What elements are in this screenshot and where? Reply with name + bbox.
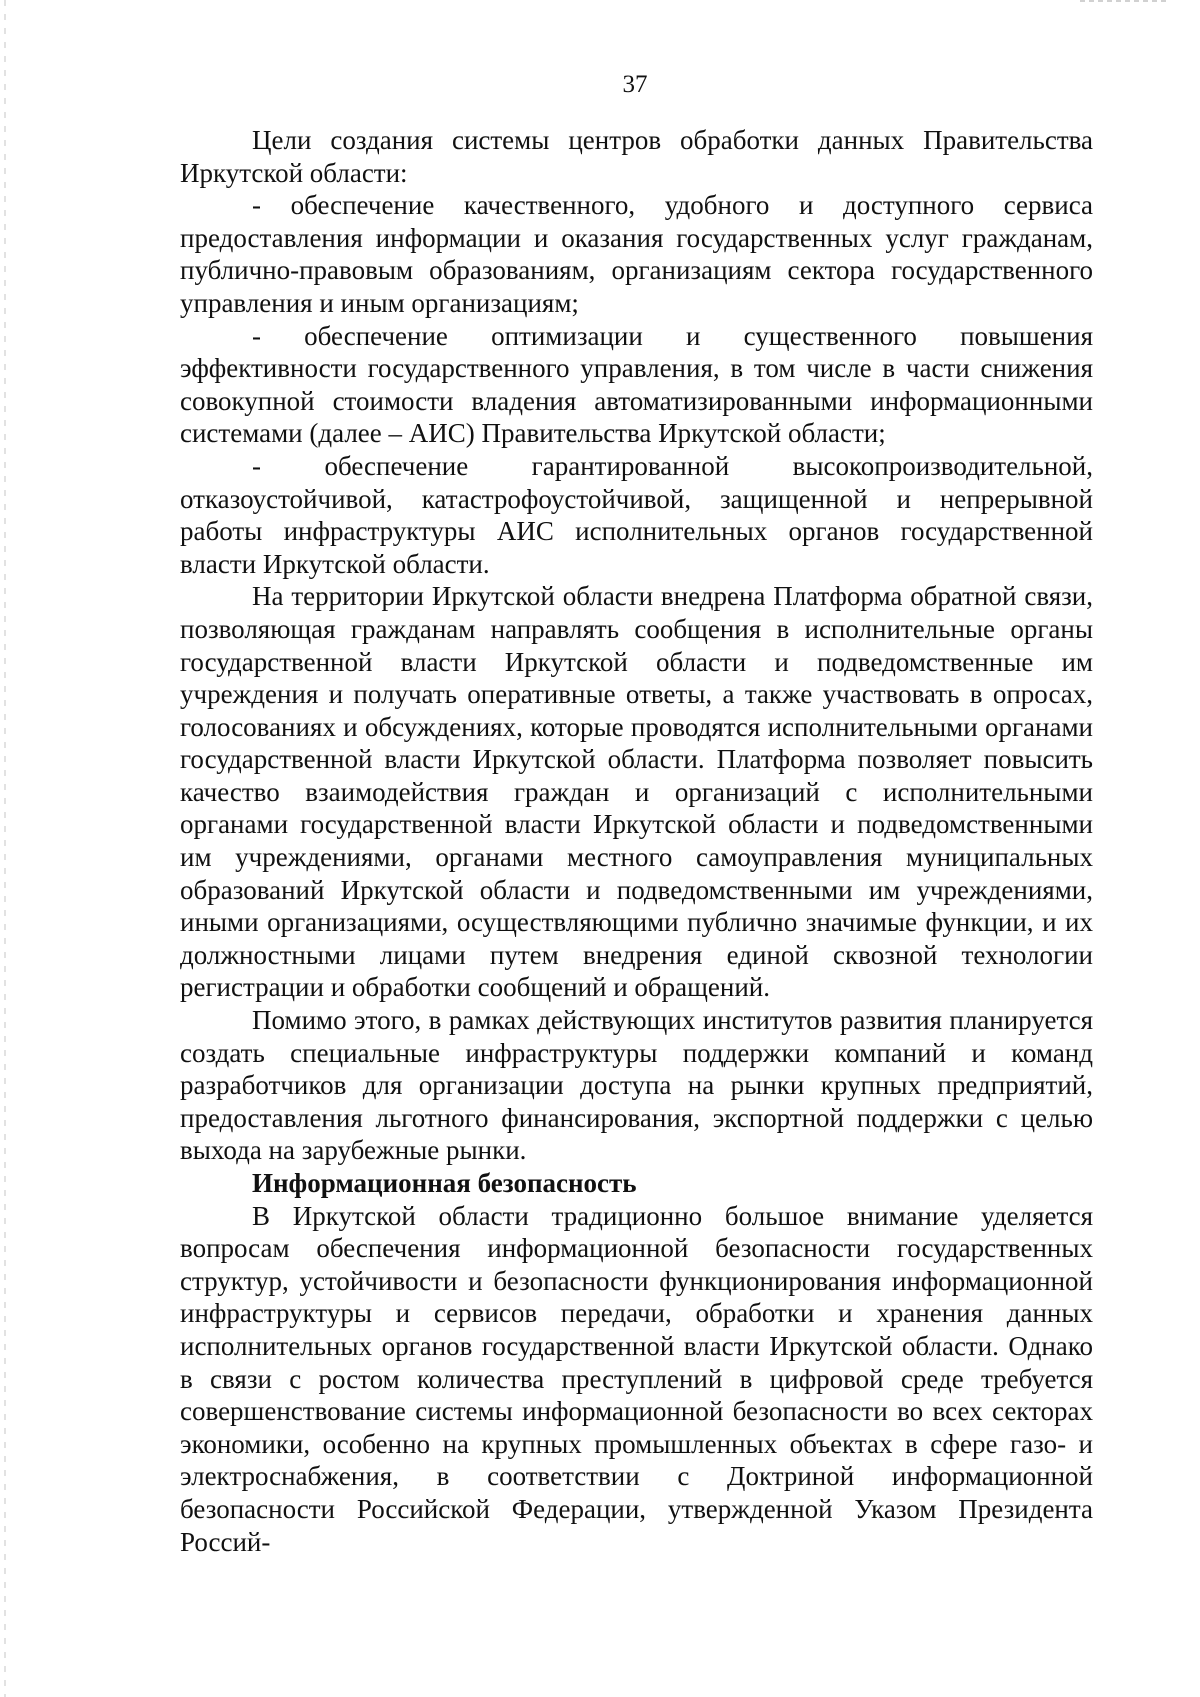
scan-edge-mark	[1080, 0, 1170, 2]
paragraph-goal-reliability: - обеспечение гарантированной высокопроизводительной, отказоустойчивой, катастрофоустойчивой, защищенной и непрерывной работы инфраструктуры АИС исполнительных органов государственной власти Иркутской области.	[180, 450, 1093, 579]
paragraph-goals-intro: Цели создания системы центров обработки данных Правительства Иркутской области:	[180, 125, 1093, 188]
paragraph-development-institutes: Помимо этого, в рамках действующих институтов развития планируется создать специальные инфраструктуры поддержки компаний и команд разработчиков для организации доступа на рынки крупных предприятий, предоставления льготного финансирования, экспортной поддержки с целью выхода на зарубежные рынки.	[180, 1005, 1093, 1166]
section-heading: Информационная безопасность	[252, 1168, 637, 1198]
paragraph-feedback-platform: На территории Иркутской области внедрена Платформа обратной связи, позволяющая гражданам направлять сообщения в исполнительные органы государственной власти Иркутской области и подведомственные им учреждения и получать оперативные ответы, а также участвовать в опросах, голосованиях и обсуждениях, которые проводятся исполнительными органами государственной власти Иркутской области. Платформа позволяет повысить качество взаимодействия граждан и организаций с исполнительными органами государственной власти Иркутской области и подведомственными им учреждениями, органами местного самоуправления муниципальных образований Иркутской области и подведомственными им учреждениями, иными организациями, осуществляющими публично значимые функции, и их должностными лицами путем внедрения единой сквозной технологии регистрации и обработки сообщений и обращений.	[180, 581, 1093, 1003]
scan-edge-mark	[4, 0, 6, 1697]
paragraph-information-security: В Иркутской области традиционно большое внимание уделяется вопросам обеспечения информационной безопасности государственных структур, устойчивости и безопасности функционирования информационной инфраструктуры и сервисов передачи, обработки и хранения данных исполнительных органов государственной власти Иркутской области. Однако в связи с ростом количества преступлений в цифровой среде требуется совершенствование системы информационной безопасности во всех секторах экономики, особенно на крупных промышленных объектах в сфере газо- и электроснабжения, в соответствии с Доктриной информационной безопасности Российской Федерации, утвержденной Указом Президента Россий-	[180, 1200, 1093, 1557]
paragraph-goal-service-quality: - обеспечение качественного, удобного и доступного сервиса предоставления информации и оказания государственных услуг гражданам, публично-правовым образованиям, организациям сектора государственного управления и иным организациям;	[180, 190, 1093, 318]
document-body	[180, 124, 1093, 1558]
page-number: 37	[622, 71, 648, 98]
paragraph-goal-optimization: - обеспечение оптимизации и существенного повышения эффективности государственного управления, в том числе в части снижения совокупной стоимости владения автоматизированными информационными системами (далее – АИС) Правительства Иркутской области;	[180, 320, 1093, 449]
